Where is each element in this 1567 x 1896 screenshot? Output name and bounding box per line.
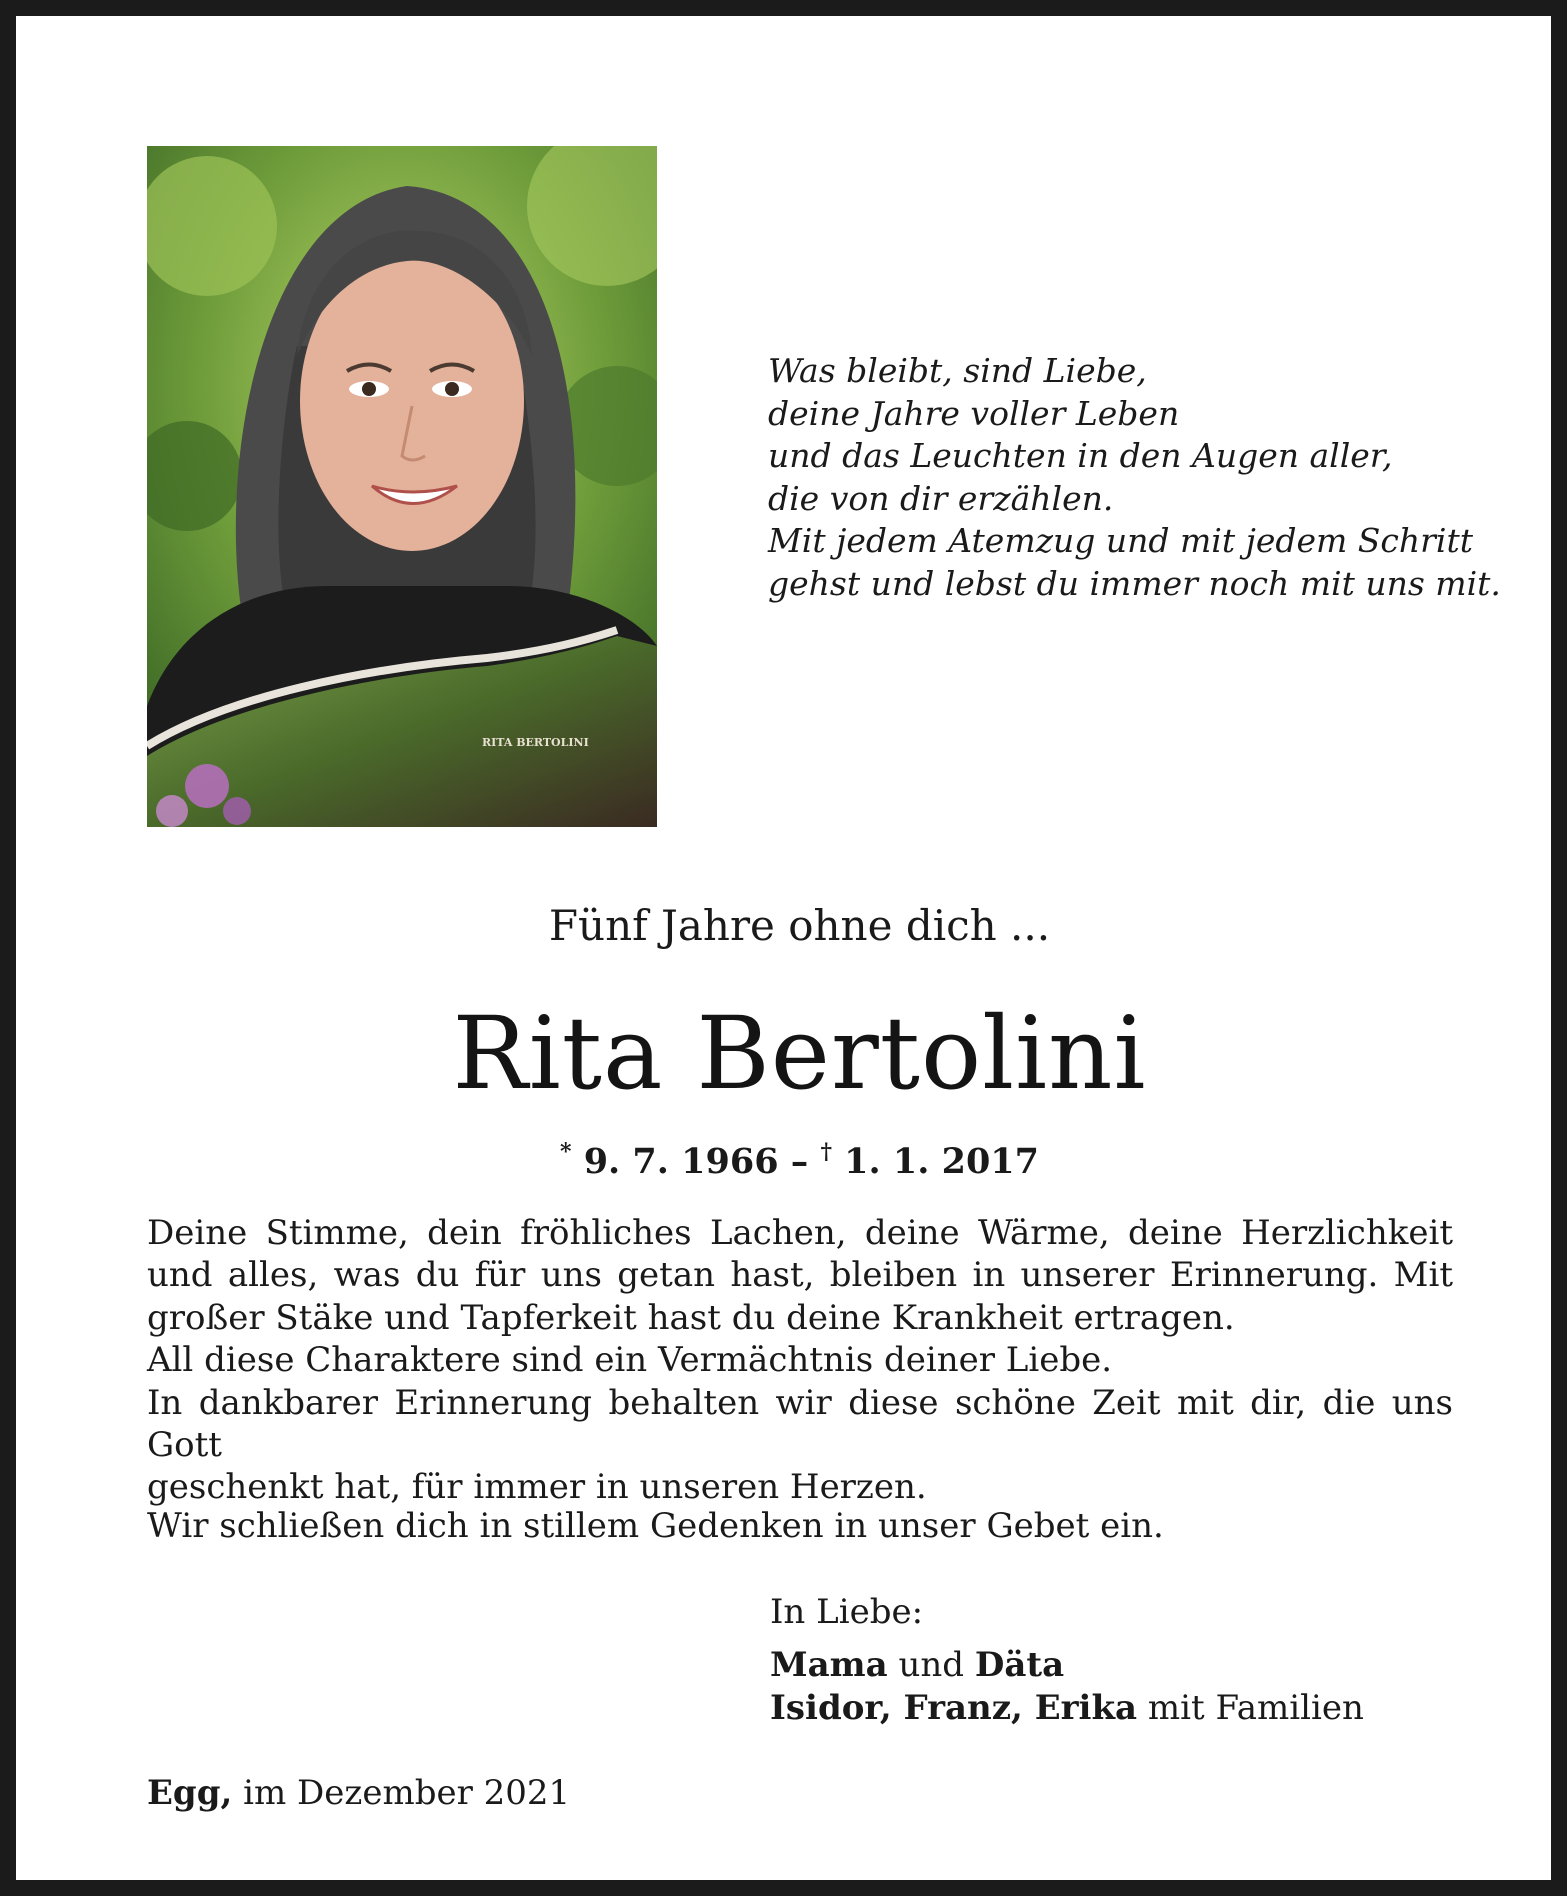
poem-line: Mit jedem Atemzug und mit jedem Schritt: [768, 521, 1473, 560]
portrait-image: [147, 146, 657, 827]
place-date: im Dezember 2021: [243, 1773, 571, 1813]
signoff-label: In Liebe:: [770, 1592, 924, 1632]
family-name: Isidor, Franz, Erika: [770, 1688, 1138, 1728]
poem-line: Was bleibt, sind Liebe,: [768, 351, 1147, 390]
body-line: In dankbarer Erinnerung behalten wir diese schöne Zeit mit dir, die uns Gott: [147, 1382, 1453, 1466]
closing-prayer: Wir schließen dich in stillem Gedenken in unser Gebet ein.: [147, 1506, 1164, 1546]
book-title-label: RITA BERTOLINI: [482, 736, 589, 749]
poem-line: gehst und lebst du immer noch mit uns mit.: [768, 563, 1501, 603]
body-line: geschenkt hat, für immer in unseren Herzen.: [147, 1467, 927, 1508]
body-text: [147, 1212, 1453, 1509]
deceased-name: Rita Bertolini: [452, 995, 1147, 1112]
poem-line: deine Jahre voller Leben: [768, 393, 1180, 433]
place-and-date: [147, 1772, 570, 1814]
family-line-siblings: [770, 1687, 1364, 1730]
death-date: 1. 1. 2017: [844, 1141, 1039, 1182]
poem-line: und das Leuchten in den Augen aller,: [768, 436, 1393, 475]
portrait-photo: [147, 146, 657, 827]
memorial-poem: [768, 350, 1528, 605]
date-separator: –: [790, 1141, 809, 1182]
family-line-parents: [770, 1644, 1364, 1687]
birth-symbol: *: [560, 1139, 572, 1165]
death-symbol: †: [820, 1139, 832, 1165]
family-name: Mama: [770, 1645, 888, 1685]
birth-date: 9. 7. 1966: [583, 1141, 779, 1182]
poem-line: die von dir erzählen.: [768, 478, 1114, 518]
place-town: Egg,: [147, 1773, 233, 1813]
subtitle: Fünf Jahre ohne dich ...: [548, 901, 1051, 950]
family-name: Däta: [974, 1645, 1065, 1685]
family-names: [770, 1644, 1364, 1730]
body-line: Deine Stimme, dein fröhliches Lachen, deine Wärme, deine Herzlichkeit: [147, 1213, 1453, 1253]
body-line: All diese Charaktere sind ein Vermächtnis deiner Liebe.: [147, 1340, 1113, 1381]
family-conjunction: und: [898, 1645, 965, 1685]
body-line: und alles, was du für uns getan hast, bleiben in unserer Erinnerung. Mit: [147, 1255, 1453, 1296]
body-line: großer Stäke und Tapferkeit hast du deine Krankheit ertragen.: [147, 1297, 1235, 1338]
family-suffix: mit Familien: [1147, 1688, 1364, 1728]
life-dates: [16, 1130, 1567, 1184]
